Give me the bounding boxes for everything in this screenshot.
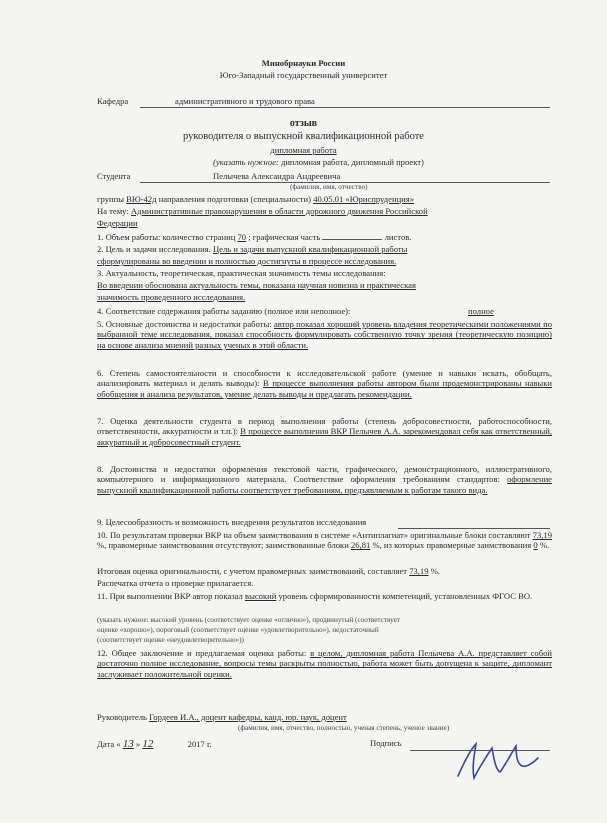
student-label: Студента [97, 171, 131, 181]
item6-label: 6. Степень самостоятельности и способности к исследовательской работе (умение и навыки искать, обобщать, анализировать материал и делать выводы): [97, 368, 552, 389]
supervisor-label: Руководитель [97, 712, 147, 722]
topic-label: На тему: [97, 206, 129, 216]
work-type-hint-label: (указать нужное: [213, 157, 279, 167]
item12-text: в целом, дипломная работа Пелычева А.А. представляет собой достаточно полное исследование, вопросы темы раскрыты полностью, работа может быть допущена к защите, дипломант заслуживает положительной оценки. [97, 648, 552, 679]
item6-text: В процессе выполнения работы автором были продемонстрированы навыки обобщения и анализа результатов, умение делать выводы и предлагать рекомендации. [97, 378, 552, 399]
document-title: отзыв [289, 118, 318, 129]
item10-text-d: %. [539, 540, 550, 551]
item10-legit: 0 [533, 540, 538, 551]
group-label: группы [97, 194, 124, 204]
item4-label: 4. Соответствие содержания работы заданию (полное или неполное): [97, 306, 351, 316]
item8-label: 8. Достоинства и недостатки оформления текстовой части, графического, демонстрационного, иллюстративного, компьютерного и информационного материала. Соответствие оформления требованиям стандартов: [97, 464, 552, 485]
item1-label: 1. Объем работы: количество страниц [97, 232, 236, 242]
work-type-hint-options: дипломная работа, дипломный проект) [280, 157, 424, 167]
item11-hint3: (соответствует оценке «неудовлетворительно»)) [97, 636, 244, 644]
review-document: Минобрнауки России Юго-Западный государственный университет Кафедра административного и трудового права отзыв руководителя о выпускной квалификационной работе дипломная работа (указать нужное: дипломная работа, дипломный проект) Студента Пелычева Александра Андреевича (фамилия, имя, отчество) группы ВЮ-42д направления подготовки (специальности) 40.05.01 «Юриспруденция» На тему: Административные правонарушения в области дорожного движения Российской Федерации 1. Объем работы: количество страниц 70 ; графическая часть листов. 2. Цель и задачи исследования. Цель и задачи выпускной квалификационной работы сформулированы во введении и полностью достигнуты в процессе исследования. 3. Актуальность, теоретическая, практическая значимость темы исследования: Во введении обоснована актуальность темы, показана научная новизна и практическая значимость проведенного исследования. 4. Соответствие содержания работы заданию (полное или неполное): полное 5. Основные достоинства и недостатки работы: автор показал хороший уровень владения теоретическими положениями по выбранной теме исследования, показал способность формулировать собственную точку зрения (теоретическую позицию) на основе анализа мнений разных ученых в этой области. 6. Степень самостоятельности и способности к исследовательской работе (умение и навыки искать, обобщать, анализировать материал и делать выводы): В процессе выполнения работы автором были продемонстрированы навыки обобщения и анализа результатов, умение делать выводы и предлагать рекомендации. 7. Оценка деятельности студента в период выполнения работы (степень добросовестности, работоспособности, ответственности, аккуратности и т.п.): В процессе выполнения ВКР Пелычев А.А. зарекомендовал себя как ответственный, аккуратный и добросовестный студент. 8. Достоинства и недостатки оформления текстовой части, графического, демонстрационного, иллюстративного, компьютерного и информационного материала. Соответствие оформления требованиям стандартов: оформление выпускной квалификационной работы соответствует требованиям, предъявляемым к работам такого вида. 9. Целесообразность и возможность внедрения результатов исследования 10. По результатам проверки ВКР на объем заимствования в системе «Антиплагиат» оригинальные блоки составляют 73,19 %, правомерные заимствования отсутствуют; заимствованные блоки 26,81 %, из которых правомерные заимствования 0 %. Итоговая оценка оригинальности, с учетом правомерных заимствований, составляет 73,19 %. Распечатка отчета о проверке прилагается. 11. При выполнении ВКР автор показал высокий уровень сформированности компетенций, установленных ФГОС ВО. (указать нужное: высокий уровень (соответствует оценке «отлично»), продвинутый (соответствует оценке «хорошо»), пороговый (соответствует оценке «удовлетворительно»), недостаточный (соответствует оценке «неудовлетворительно»)) 12. Общее заключение и предлагаемая оценка работы: в целом, дипломная работа Пелычева А.А. представляет собой достаточно полное исследование, вопросы темы раскрыты полностью, работа может быть допущена к защите, дипломант заслуживает положительной оценки. Руководитель Гордеев И.А., доцент кафедры, канд. юр. наук, доцент (фамилия, имя, отчество, полностью, ученая степень, ученое звание) Дата « 13 » 12 2017 г. Подпись [0, 0, 607, 823]
document-subtitle: руководителя о выпускной квалификационной работе [183, 131, 424, 142]
item2-label: 2. Цель и задачи исследования. [97, 244, 211, 254]
item7-label: 7. Оценка деятельности студента в период выполнения работы (степень добросовестности, работоспособности, ответственности, аккуратности и т.п.): [97, 416, 552, 437]
item3-text1: Во введении обоснована актуальность темы, показана научная новизна и практическая [97, 280, 416, 290]
item11-hint1: (указать нужное: высокий уровень (соответствует оценке «отлично»), продвинутый (соответствует [97, 616, 400, 624]
item10-text-c: %, из которых правомерные заимствования [372, 540, 532, 551]
item5-label: 5. Основные достоинства и недостатки работы: [97, 319, 272, 329]
item4-value: полное [468, 306, 494, 316]
department-value: административного и трудового права [175, 96, 315, 106]
item10-text-a: 10. По результатам проверки ВКР на объем заимствования в системе «Антиплагиат» оригинальные блоки составляют [97, 530, 531, 540]
group-value: ВЮ-42д [126, 194, 157, 204]
item5-text: автор показал хороший уровень владения теоретическими положениями по выбранной теме исследования, показал способность формулировать собственную точку зрения (теоретическую позицию) на основе анализа мнений разных ученых в этой области. [97, 319, 552, 350]
supervisor-hint: (фамилия, имя, отчество, полностью, ученая степень, ученое звание) [238, 724, 450, 732]
item10-total-pct: %. [430, 566, 440, 576]
item10-borrowed: 26,81 [350, 540, 371, 551]
university-heading: Юго-Западный государственный университет [219, 70, 388, 80]
item3-text2: значимость проведенного исследования. [97, 292, 246, 302]
item8-text: оформление выпускной квалификационной работы соответствует требованиям, предъявляемым к работам такого вида. [97, 474, 552, 495]
handwritten-signature [452, 738, 542, 788]
item1-graphic: ; графическая часть [248, 232, 321, 242]
work-type: дипломная работа [270, 145, 337, 155]
direction-value: 40.05.01 «Юриспруденция» [313, 194, 415, 204]
date-day: 13 [122, 738, 134, 750]
topic-value-line2: Федерации [97, 218, 138, 228]
item10-original: 73,19 [532, 530, 553, 540]
supervisor-value: Гордеев И.А., доцент кафедры, канд. юр. наук, доцент [149, 712, 347, 722]
student-name-hint: (фамилия, имя, отчество) [290, 183, 368, 191]
item11-text-b: уровень сформированности компетенций, установленных ФГОС ВО. [278, 591, 533, 601]
item7-text: В процессе выполнения ВКР Пелычев А.А. зарекомендовал себя как ответственный, аккуратный и добросовестный студент. [97, 426, 552, 447]
item11-hint2: оценке «хорошо»), пороговый (соответствует оценке «удовлетворительно»), недостаточный [97, 626, 379, 634]
department-underline [140, 107, 550, 108]
student-name: Пелычева Александра Андреевича [213, 171, 341, 181]
item10-total-label: Итоговая оценка оригинальности, с учетом правомерных заимствований, составляет [97, 566, 408, 576]
item2-text2: сформулированы во введении и полностью достигнуты в процессе исследования. [97, 256, 397, 266]
item3-label: 3. Актуальность, теоретическая, практическая значимость темы исследования: [97, 268, 386, 278]
ministry-heading: Минобрнауки России [261, 58, 346, 68]
department-label: Кафедра [97, 96, 129, 106]
item10-text-b: %, правомерные заимствования отсутствуют; заимствованные блоки [97, 540, 349, 551]
date-year: 2017 г. [187, 739, 212, 749]
direction-label: направления подготовки (специальности) [158, 194, 312, 204]
date-month: 12 [142, 738, 154, 750]
item12-label: 12. Общее заключение и предлагаемая оценка работы: [97, 648, 307, 658]
item1-sheets: листов. [384, 232, 412, 242]
signature-label: Подпись [370, 738, 402, 748]
topic-value-line1: Административные правонарушения в области дорожного движения Российской [130, 206, 428, 216]
item10-printout: Распечатка отчета о проверке прилагается. [97, 578, 254, 588]
item9-label: 9. Целесообразность и возможность внедрения результатов исследования [97, 517, 367, 527]
date-label: Дата « [97, 739, 121, 749]
item1-pages: 70 [237, 232, 247, 242]
item2-text1: Цель и задачи выпускной квалификационной работы [212, 244, 408, 254]
item10-total: 73,19 [409, 566, 429, 576]
item11-level: высокий [245, 591, 277, 601]
item11-text-a: 11. При выполнении ВКР автор показал [97, 591, 243, 601]
item9-underline [398, 528, 550, 529]
